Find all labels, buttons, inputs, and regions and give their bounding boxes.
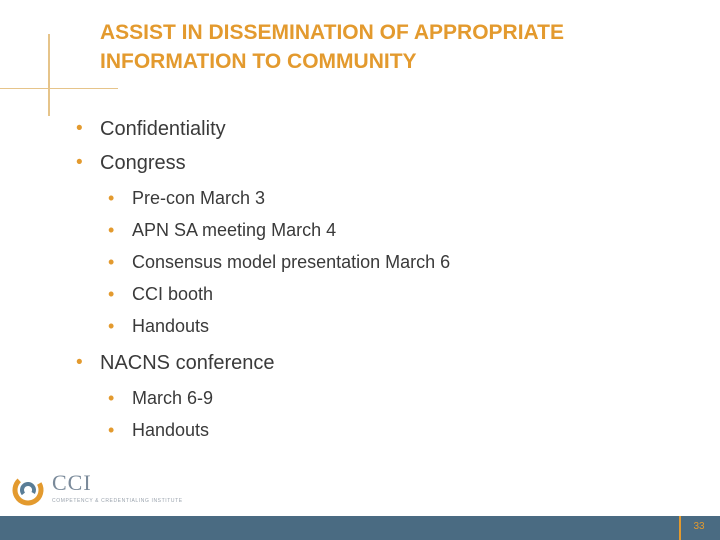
bullet-list — [76, 112, 696, 450]
sub-bullet-list — [108, 382, 696, 446]
decorative-vertical-line — [48, 34, 50, 116]
bullet-item — [76, 146, 696, 342]
page-number: 33 — [693, 521, 705, 532]
bullet-item — [76, 112, 696, 146]
footer-bar — [0, 516, 720, 540]
slide-title — [100, 18, 700, 76]
title-line-2: INFORMATION TO COMMUNITY — [100, 50, 417, 73]
bullet-text: • Confidentiality — [100, 118, 226, 140]
sub-bullet-item: • CCI booth — [108, 278, 696, 310]
sub-bullet-item: • Pre-con March 3 — [108, 182, 696, 214]
sub-bullet-item: • Handouts — [108, 310, 696, 342]
logo-name: CCI — [52, 470, 92, 495]
bullet-item — [76, 346, 696, 446]
logo-swirl-icon — [10, 472, 46, 508]
sub-bullet-item: • APN SA meeting March 4 — [108, 214, 696, 246]
footer-separator — [679, 516, 681, 540]
sub-bullet-item: • Consensus model presentation March 6 — [108, 246, 696, 278]
sub-bullet-item: • March 6-9 — [108, 382, 696, 414]
sub-bullet-list — [108, 182, 696, 342]
logo-tagline: COMPETENCY & CREDENTIALING INSTITUTE — [52, 498, 183, 504]
sub-bullet-item: • Handouts — [108, 414, 696, 446]
title-line-1: ASSIST IN DISSEMINATION OF APPROPRIATE — [100, 21, 564, 44]
decorative-horizontal-line — [0, 88, 118, 89]
bullet-text: • NACNS conference — [100, 352, 275, 374]
cci-logo — [10, 470, 250, 510]
bullet-text: • Congress — [100, 152, 186, 174]
